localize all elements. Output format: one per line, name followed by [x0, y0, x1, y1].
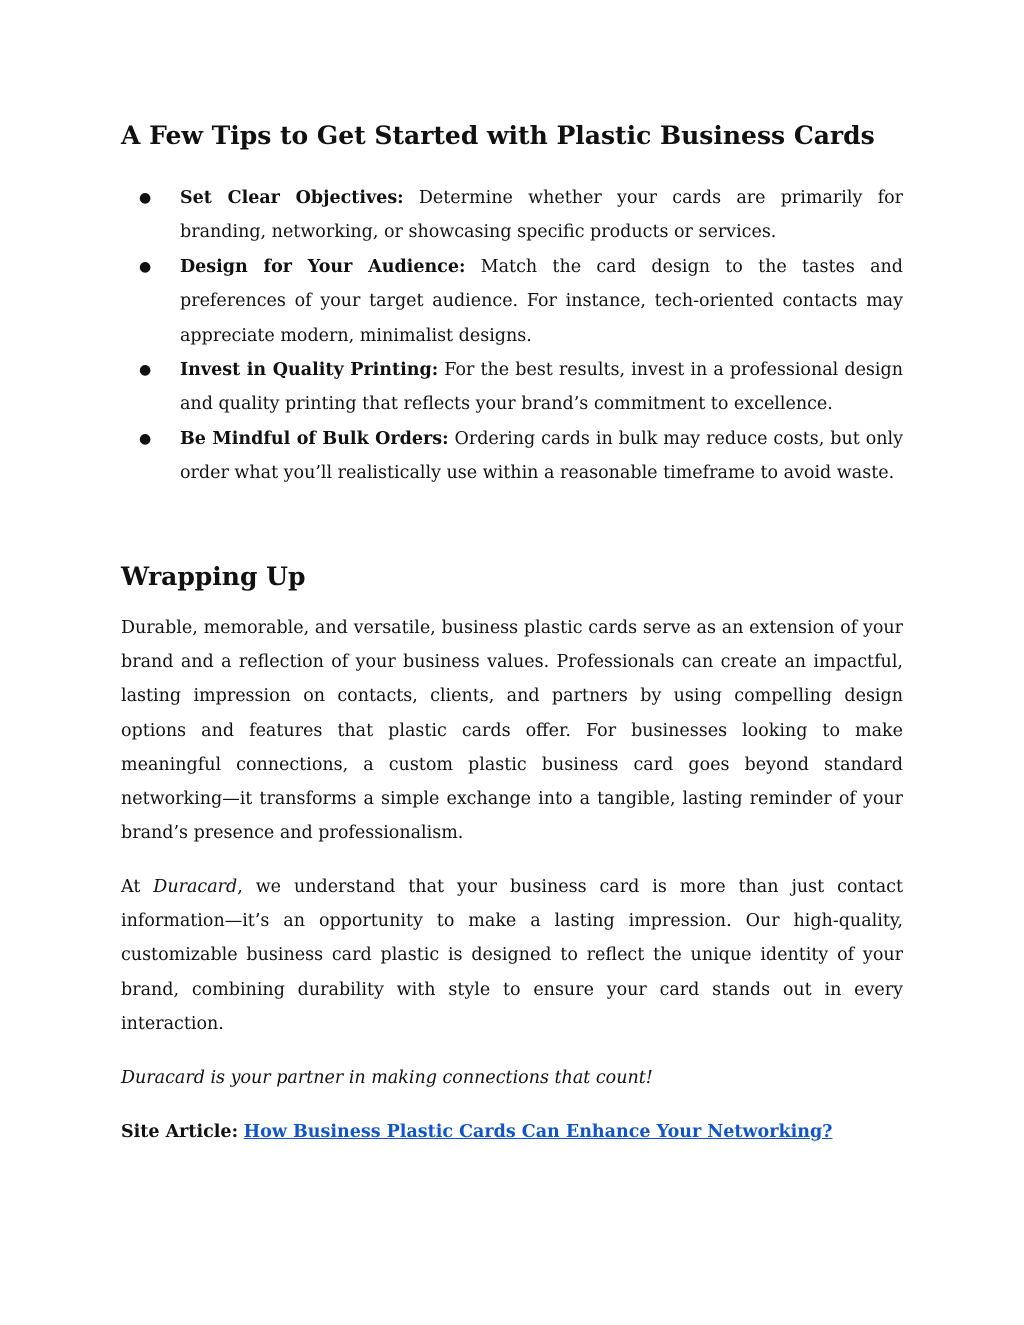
- brand-name: Duracard: [153, 877, 238, 897]
- tip-lead: Set Clear Objectives:: [180, 188, 404, 208]
- closing-tagline: Duracard is your partner in making connections that count!: [121, 1068, 653, 1088]
- wrapping-up-heading: Wrapping Up: [121, 562, 306, 591]
- summary-paragraph: Durable, memorable, and versatile, business plastic cards serve as an extension of your brand and a reflection of your business values. Professionals can create an impactful, lasting impression on contacts, clients, and partners by using compelling design options and features that plastic cards offer. For businesses looking to make meaningful connections, a custom plastic business card goes beyond standard networking—it transforms a simple exchange into a tangible, lasting reminder of your brand’s presence and professionalism.: [121, 618, 903, 844]
- list-item: [121, 353, 903, 422]
- tip-lead: Invest in Quality Printing:: [180, 360, 439, 381]
- paragraph-text: At: [121, 877, 154, 897]
- site-article-label: Site Article:: [121, 1122, 239, 1142]
- bullet-icon: ●: [139, 190, 152, 206]
- tip-lead: Design for Your Audience:: [180, 256, 466, 277]
- tip-lead: Be Mindful of Bulk Orders:: [180, 428, 449, 449]
- bullet-icon: ●: [139, 258, 152, 275]
- tip-text: Match the card design to the tastes and preferences of your target audience. For instance, tech-oriented contacts may appreciate modern, minimalist designs.: [180, 256, 903, 346]
- list-item: [121, 181, 903, 250]
- tips-list: [121, 181, 903, 491]
- site-article-link[interactable]: How Business Plastic Cards Can Enhance Your Networking?: [243, 1122, 833, 1142]
- list-item: [121, 250, 903, 353]
- site-article-line: [121, 1115, 903, 1149]
- tip-text: Ordering cards in bulk may reduce costs, but only order what you’ll realistically use within a reasonable timeframe to avoid waste.: [180, 428, 903, 484]
- paragraph-text: , we understand that your business card is more than just contact information—it’s an opportunity to make a lasting impression. Our high-quality, customizable business card plastic is designed to reflect the unique identity of your brand, combining durability with style to ensure your card stands out in every interaction.: [121, 877, 903, 1034]
- list-item: [121, 422, 903, 491]
- tip-text: Determine whether your cards are primarily for branding, networking, or showcasing specific products or services.: [180, 188, 903, 243]
- bullet-icon: ●: [139, 430, 152, 447]
- tips-heading: A Few Tips to Get Started with Plastic Business Cards: [121, 121, 875, 150]
- bullet-icon: ●: [139, 362, 152, 379]
- duracard-paragraph: [121, 870, 903, 1041]
- tip-text: For the best results, invest in a professional design and quality printing that reflects your brand’s commitment to excellence.: [180, 360, 903, 415]
